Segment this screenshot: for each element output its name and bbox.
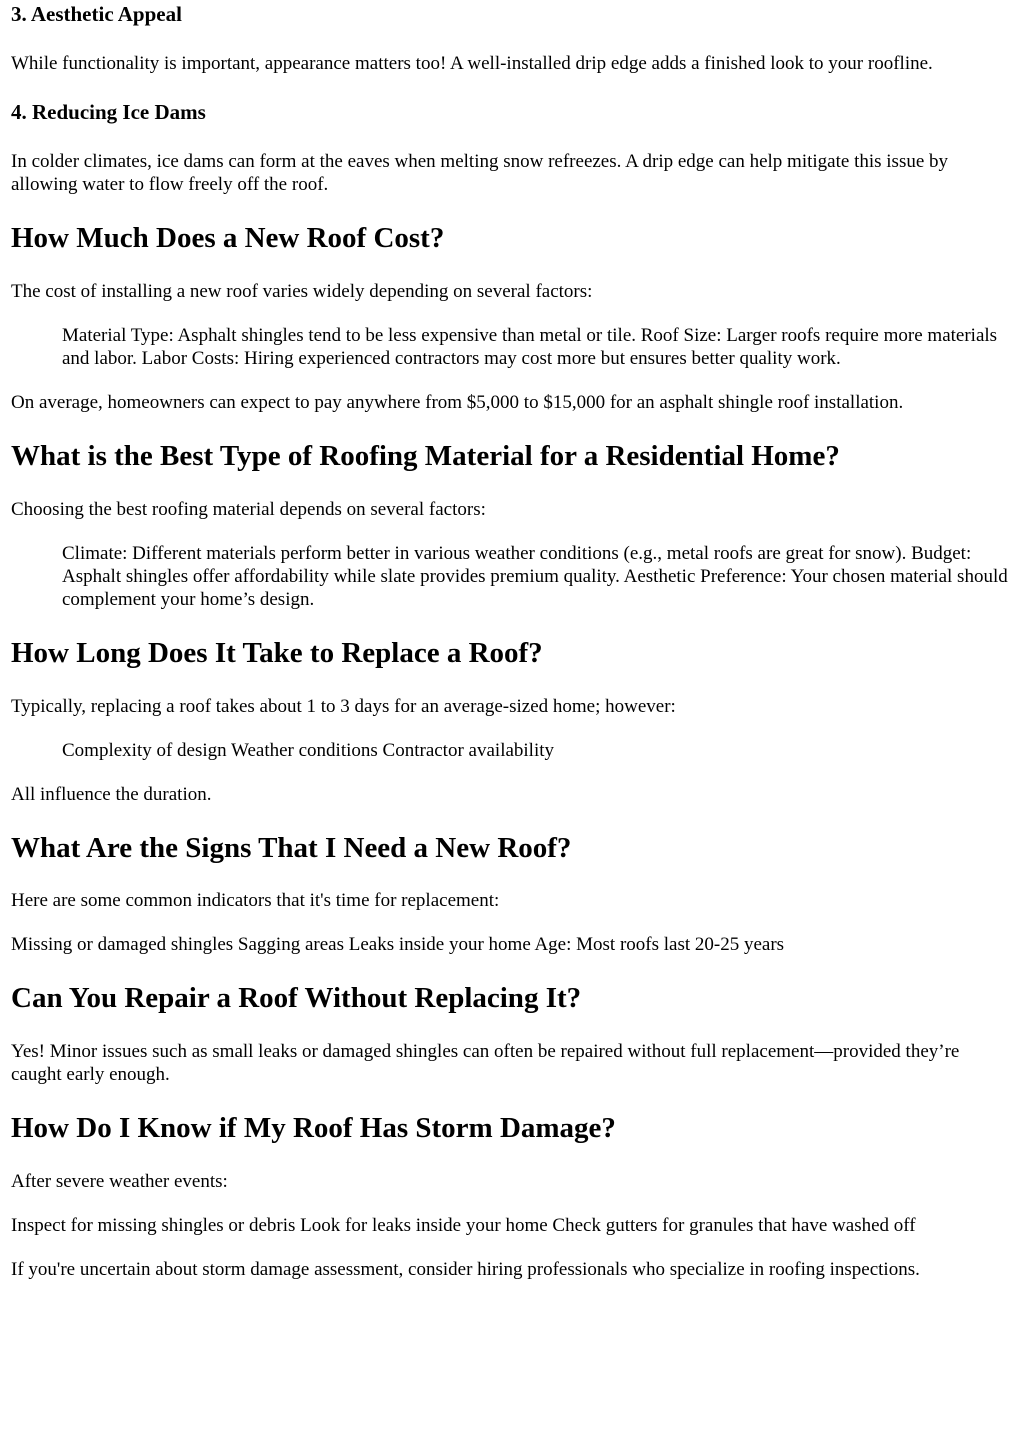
paragraph-repair: Yes! Minor issues such as small leaks or damaged shingles can often be repaired without full replacement—provided they’re caught early enough. [11,1041,960,1085]
paragraph-ice-dams: In colder climates, ice dams can form at the eaves when melting snow refreezes. A drip edge can help mitigate this issue by allowing water to flow freely off the roof. [11,151,949,195]
section-heading-ice-dams: 4. Reducing Ice Dams [11,100,206,124]
heading-signs-new-roof: What Are the Signs That I Need a New Roof? [11,832,572,864]
paragraph-signs-list: Missing or damaged shingles Sagging areas Leaks inside your home Age: Most roofs last 20-25 years [11,934,785,955]
heading-repair-roof: Can You Repair a Roof Without Replacing It? [11,982,582,1014]
paragraph-duration-outro: All influence the duration. [11,784,212,805]
heading-storm-damage: How Do I Know if My Roof Has Storm Damage? [11,1112,616,1144]
paragraph-storm-outro: If you're uncertain about storm damage assessment, consider hiring professionals who specialize in roofing inspections. [11,1259,920,1280]
blockquote-cost-factors: Material Type: Asphalt shingles tend to be less expensive than metal or tile. Roof Size: Larger roofs require more materials and labor. Labor Costs: Hiring experienced contractors may cost more but ensures better quality work. [62,325,998,369]
paragraph-cost-summary: On average, homeowners can expect to pay anywhere from $5,000 to $15,000 for an asphalt shingle roof installation. [11,392,904,413]
paragraph-storm-intro: After severe weather events: [11,1171,228,1192]
paragraph-aesthetic-appeal: While functionality is important, appearance matters too! A well-installed drip edge adds a finished look to your roofline. [11,53,933,74]
heading-roof-cost: How Much Does a New Roof Cost? [11,222,445,254]
section-heading-aesthetic-appeal: 3. Aesthetic Appeal [11,2,182,26]
blockquote-duration-factors: Complexity of design Weather conditions Contractor availability [62,740,555,761]
blockquote-material-factors: Climate: Different materials perform better in various weather conditions (e.g., metal roofs are great for snow). Budget: Asphalt shingles offer affordability while slate provides premium quality. Aesthetic Preference: Your chosen material should complement your home’s design. [62,543,1008,610]
paragraph-material-intro: Choosing the best roofing material depends on several factors: [11,499,486,520]
paragraph-duration-intro: Typically, replacing a roof takes about 1 to 3 days for an average-sized home; however: [11,696,676,717]
paragraph-storm-list: Inspect for missing shingles or debris Look for leaks inside your home Check gutters for granules that have washed off [11,1215,916,1236]
paragraph-cost-intro: The cost of installing a new roof varies widely depending on several factors: [11,281,593,302]
heading-best-material: What is the Best Type of Roofing Material for a Residential Home? [11,440,840,472]
paragraph-signs-intro: Here are some common indicators that it's time for replacement: [11,890,500,911]
article-body [0,1,1024,1281]
heading-replace-duration: How Long Does It Take to Replace a Roof? [11,637,543,669]
